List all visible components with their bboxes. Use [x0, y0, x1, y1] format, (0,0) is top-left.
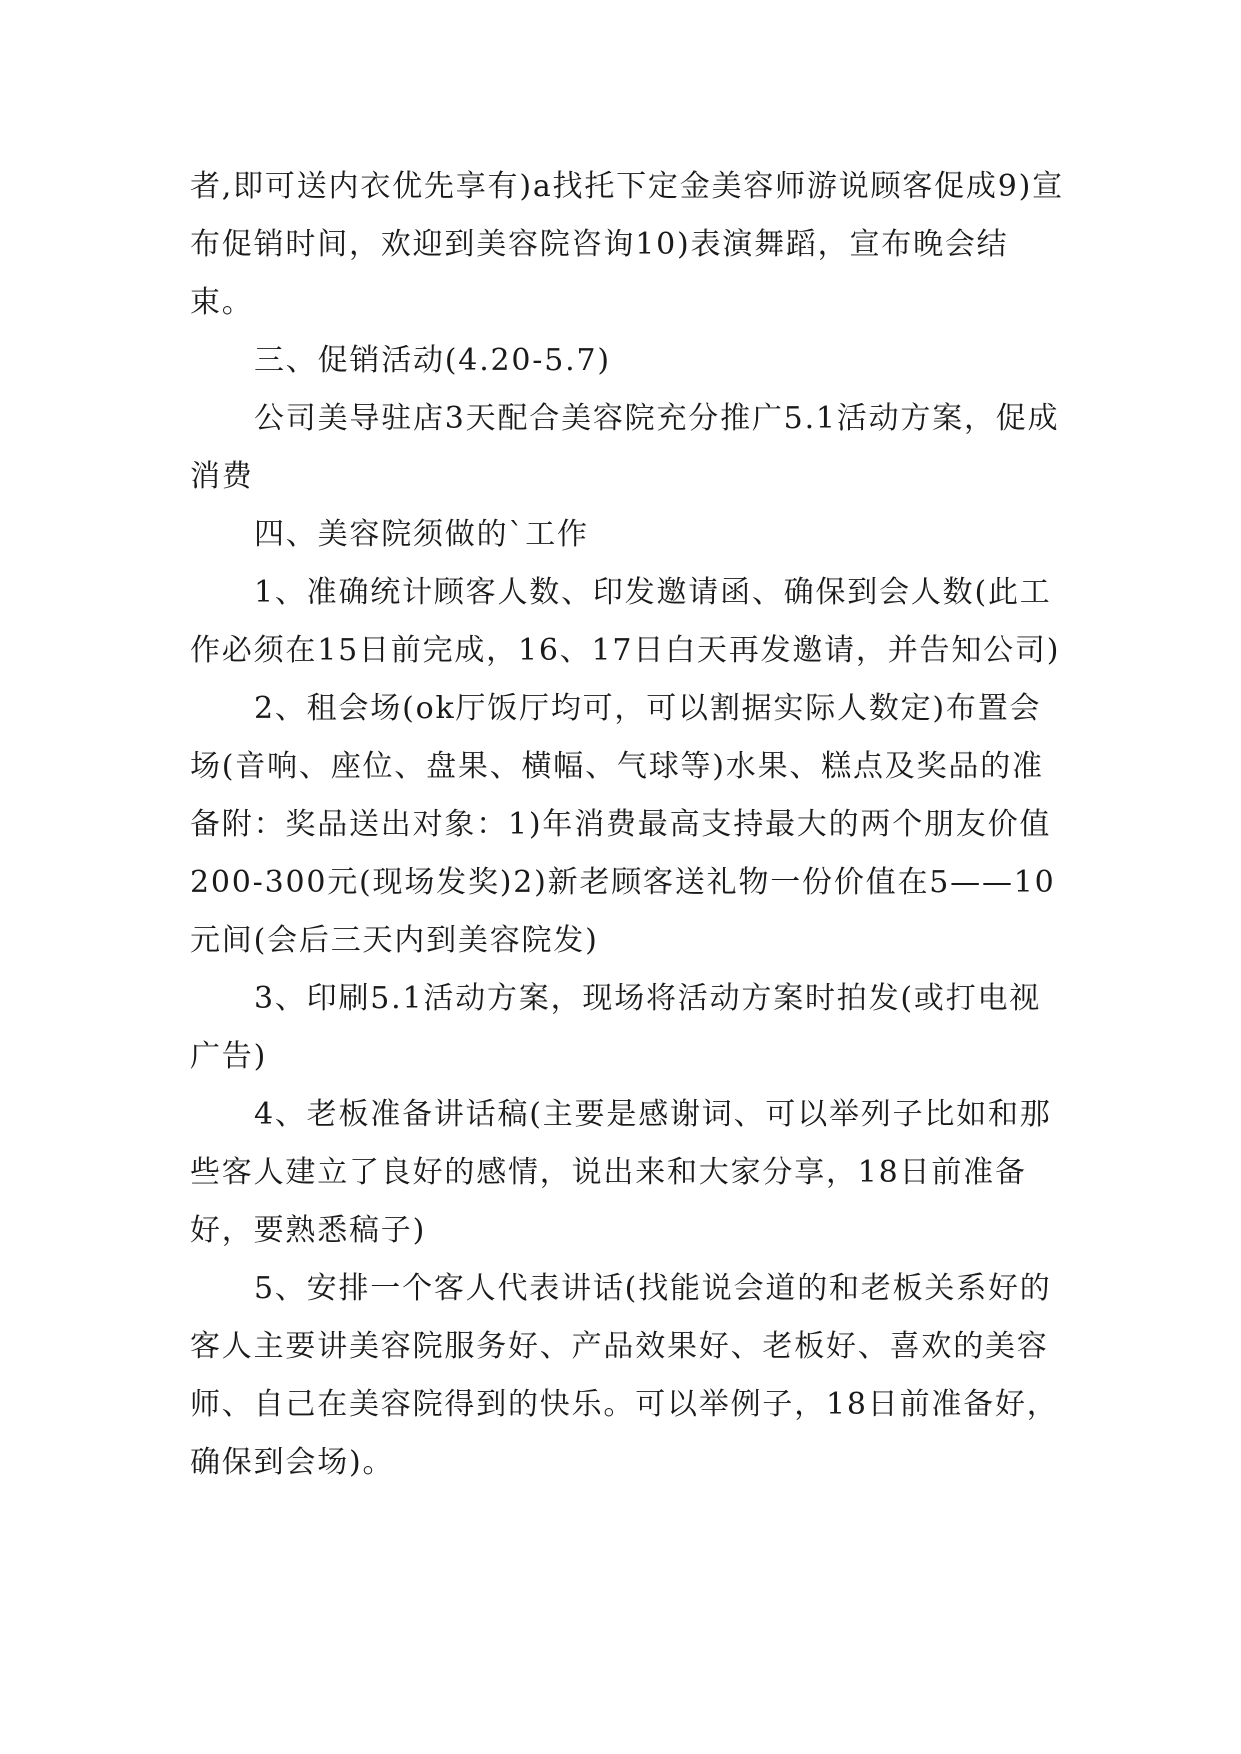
paragraph-promotion-detail: 公司美导驻店3天配合美容院充分推广5.1活动方案，促成消费: [190, 401, 1060, 494]
task-item-3: 3、印刷5.1活动方案，现场将活动方案时拍发(或打电视广告): [190, 981, 1042, 1074]
task-item-1: 1、准确统计顾客人数、印发邀请函、确保到会人数(此工作必须在15日前完成，16、17日白天再发邀请，并告知公司): [190, 575, 1061, 668]
paragraph-continuation: 者,即可送内衣优先享有)a找托下定金美容师游说顾客促成9)宣布促销时间，欢迎到美容院咨询10)表演舞蹈，宣布晚会结束。: [190, 169, 1064, 320]
task-item-2: 2、租会场(ok厅饭厅均可，可以割据实际人数定)布置会场(音响、座位、盘果、横幅、气球等)水果、糕点及奖品的准备附：奖品送出对象：1)年消费最高支持最大的两个朋友价值200-300元(现场发奖)2)新老顾客送礼物一份价值在5——10元间(会后三天内到美容院发): [190, 691, 1056, 958]
section-heading-salon-tasks: 四、美容院须做的`工作: [254, 517, 589, 552]
task-item-5: 5、安排一个客人代表讲话(找能说会道的和老板关系好的客人主要讲美容院服务好、产品效果好、老板好、喜欢的美容师、自己在美容院得到的快乐。可以举例子，18日前准备好，确保到会场)。: [190, 1271, 1059, 1480]
document-body: [190, 158, 1070, 1492]
task-item-4: 4、老板准备讲话稿(主要是感谢词、可以举列子比如和那些客人建立了良好的感情，说出来和大家分享，18日前准备好，要熟悉稿子): [190, 1097, 1052, 1248]
section-heading-promotion: 三、促销活动(4.20-5.7): [254, 343, 611, 378]
